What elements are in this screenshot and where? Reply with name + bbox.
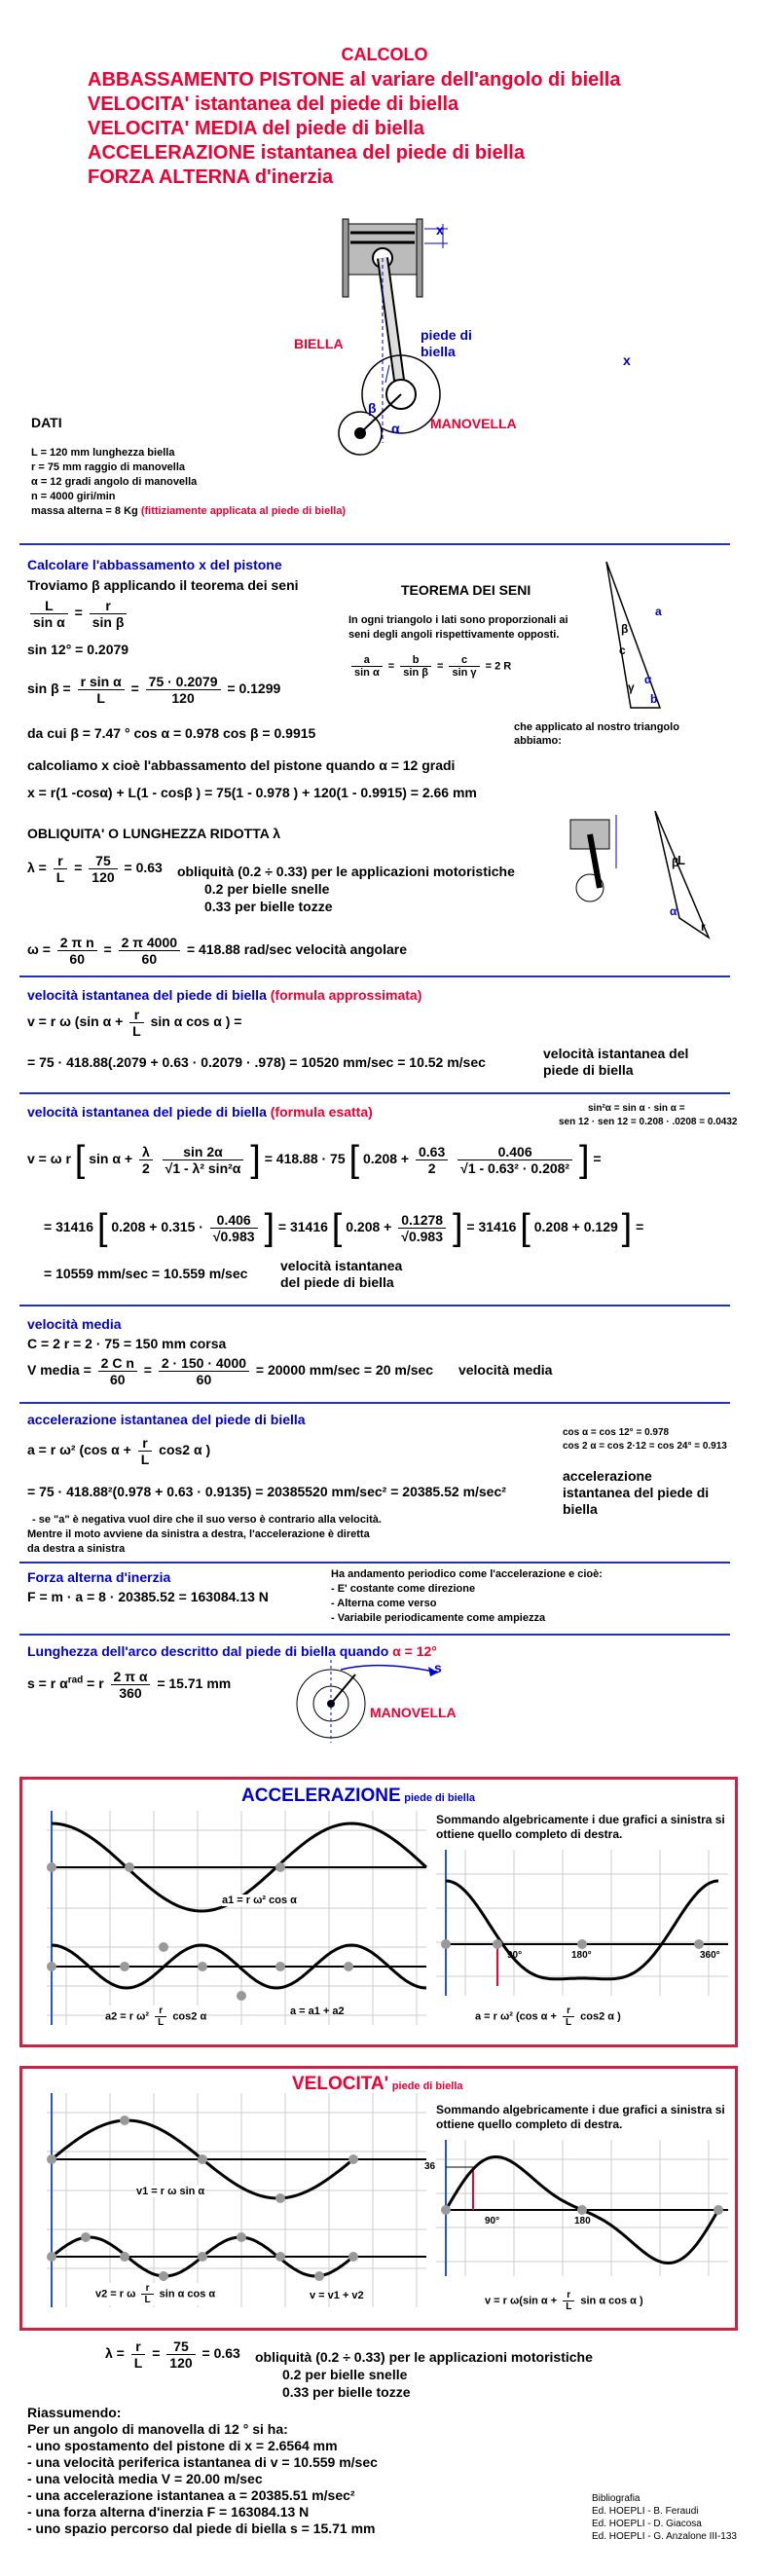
velocity-sum-label: v = v1 + v2 [310,2290,364,2301]
accel-graph-a1 [47,1811,426,2025]
vexact-formula1: v = ω r [ sin α + $\frac{\lambda}{2}$ $\frac{\sin 2\alpha}{\text{√1 - λ² sin²α}}$ ] = 418.88 · 75 [ 0.208 + $\frac{0.63}{2}$ $\frac{0.406}{\text{√1 - 0.63² · 0.208²}}$ ] = [27,1139,602,1180]
alpha-label: α [391,421,400,436]
vmedia-title: velocità media [27,1316,122,1332]
summary-intro: Per un angolo di manovella di 12 ° si ha: [27,2421,288,2437]
vapprox-label: velocità istantanea del piede di biella [543,1046,689,1078]
svg-text:b: b [650,692,658,706]
summary [27,2405,378,2537]
page-title: CALCOLO [341,45,428,64]
acc-result: = 75 · 418.88²(0.978 + 0.63 · 0.9135) = 20385520 mm/sec² = 20385.52 m/sec² [27,1484,506,1499]
divider [19,1634,730,1636]
x-label-right: x [623,352,631,368]
velocity-180-label: 180 [574,2216,591,2226]
svg-text:a: a [655,605,662,618]
divider [19,1305,730,1306]
s1-x-eq: x = r(1 -cosα) + L(1 - cosβ ) = 75(1 - 0.978 ) + 120(1 - 0.9915) = 2.66 mm [27,785,477,800]
velocity-v1-label: v1 = r ω sin α [136,2186,205,2197]
bibliography: Bibliografia Ed. HOEPLI - B. Feraudi Ed. HOEPLI - D. Giacosa Ed. HOEPLI - G. Anzalone III-133 [592,2493,737,2542]
acc-label: accelerazione istantanea del piede di biella [563,1468,710,1517]
s1-dacui: da cui β = 7.47 ° cos α = 0.978 cos β = 0.9915 [27,725,316,741]
velocity-full-label: v = r ω(sin α + $\frac{r}{L}$ sin α cos α ) [485,2290,643,2312]
vexact-result: = 10559 mm/sec = 10.559 m/sec [44,1266,248,1281]
header-lines [88,68,620,190]
header-line: ACCELERAZIONE istantanea del piede di biella [88,142,525,164]
velocity-graph-v1 [47,2093,426,2307]
obliq-title: OBLIQUITA' O LUNGHEZZA RIDOTTA λ [27,826,280,841]
velocity-graph-full [436,2140,728,2276]
vmedia-eq: V media = $\frac{\text{2 C n}}{60}$ = $\frac{2 \cdot 150 \cdot 4000}{60}$ = 20000 mm/sec = 20 m/sec velocità media [27,1355,553,1387]
summary-item: - uno spostamento del pistone di x = 2.6564 mm [27,2438,338,2453]
acc-title: accelerazione istantanea del piede di biella [27,1412,306,1427]
header-line: VELOCITA' MEDIA del piede di biella [88,118,424,139]
vapprox-formula: v = r ω (sin α + $\frac{r}{L}$ sin α cos α ) = [27,1007,242,1039]
vexact-formula2: = 31416 [ 0.208 + 0.315 · $\frac{0.406}{√0.983}$ ] = 31416 [ 0.208 + $\frac{0.1278}{√0.983}$ ] = 31416 [ 0.208 + 0.129 ] = [44,1207,644,1248]
vapprox-result: = 75 · 418.88(.2079 + 0.63 · 0.2079 · .978) = 10520 mm/sec = 10.52 m/sec [27,1054,486,1070]
s1-sinb: sin β = $\frac{\text{r sin α}}{L}$ = $\frac{75 \cdot 0.2079}{120}$ = 0.1299 [27,674,281,706]
dati-line: n = 4000 giri/min [31,491,116,502]
beta-label: β [368,400,377,416]
accel-90-label: 90° [507,1950,523,1961]
summary-item: - una velocità periferica istantanea di v = 10.559 m/sec [27,2454,378,2470]
arco-eq: s = r $\alpha^{rad} = r$ $\frac{\text{2 π α}}{360}$ = 15.71 mm [27,1669,232,1701]
s1-sin12: sin 12° = 0.2079 [27,642,129,657]
accel-360-label: 360° [700,1950,720,1961]
svg-text:α: α [670,904,677,918]
piede-label: piede di biella [421,327,472,359]
manovella-label: MANOVELLA [430,416,517,431]
dati-line: L = 120 mm lunghezza biella [31,447,175,459]
velocity-v2-label: v2 = r ω $\frac{r}{L}$ sin α cos α [95,2283,216,2305]
accel-panel-desc: Sommando algebricamente i due grafici a sinistra si ottiene quello completo di destra. [436,1813,725,1841]
dati-massa-note: (fittiziamente applicata al piede di biella) [140,505,347,517]
arco-title: Lunghezza dell'arco descritto dal piede di biella quando α = 12° [27,1643,437,1659]
final-lambda: λ = $\frac{r}{L}$ = $\frac{75}{120}$ = 0.63 [105,2338,240,2371]
vmedia-corsa: C = 2 r = 2 · 75 = 150 mm corsa [27,1336,227,1351]
final-notes: obliquità (0.2 ÷ 0.33) per le applicazioni motoristiche 0.2 per bielle snelle 0.33 per bielle tozze [255,2349,593,2400]
velocity-90-label: 90° [485,2216,500,2226]
divider [19,1562,730,1564]
x-label: x [436,222,444,238]
accel-full-label: a = r ω² (cos α + $\frac{r}{L}$ cos2 α ) [475,2006,621,2028]
accel-sum-label: a = a1 + a2 [290,2006,345,2017]
arc-s-label: s [434,1660,442,1675]
acc-notes: - se "a" è negativa vuol dire che il suo verso è contrario alla velocità. Mentre il moto avviene da sinistra a destra, l'accelerazione è diretta da destra a sinistra [27,1514,382,1555]
summary-item: - uno spazio percorso dal piede di biella s = 15.71 mm [27,2521,376,2536]
accel-a2-label: a2 = r ω² $\frac{r}{L}$ cos2 α [105,2006,207,2028]
svg-text:β: β [672,856,679,869]
vapprox-title: velocità istantanea del piede di biella (formula approssimata) [27,987,422,1003]
triangle-diagram [602,557,679,713]
header-line: FORZA ALTERNA d'inerzia [88,166,334,188]
accel-180-label: 180° [571,1950,592,1961]
forza-notes: Ha andamento periodico come l'accelerazione e cioè: - E' costante come direzione - Alterna come verso - Variabile periodicamente come ampiezza [331,1568,603,1624]
s1-intro: Troviamo β applicando il teorema dei seni [27,577,299,593]
accel-graph-full [436,1850,728,1996]
velocity-36-label: 36 [424,2161,436,2172]
dati-title: DATI [31,415,62,430]
divider [19,1402,730,1404]
obliq-notes: obliquità (0.2 ÷ 0.33) per le applicazioni motoristiche 0.2 per bielle snelle 0.33 per bielle tozze [177,864,515,914]
header-line: VELOCITA' istantanea del piede di biella [88,93,459,115]
forza-title: Forza alterna d'inerzia [27,1569,171,1585]
biella-label: BIELLA [294,336,344,351]
s1-calc-x: calcoliamo x cioè l'abbassamento del pistone quando α = 12 gradi [27,757,456,773]
svg-text:β: β [621,622,629,636]
summary-title: Riassumendo: [27,2405,122,2420]
s1-applicato: che applicato al nostro triangolo abbiamo: [514,721,679,747]
dati-list [31,446,346,519]
accel-panel-title: ACCELERAZIONE piede di biella [241,1785,475,1806]
vexact-side: sin²α = sin α · sin α = sen 12 · sen 12 = 0.208 · .0208 = 0.0432 [559,1103,738,1127]
svg-text:L: L [677,853,685,867]
svg-text:c: c [619,644,626,657]
forza-eq: F = m · a = 8 · 20385.52 = 163084.13 N [27,1589,269,1604]
vexact-label: velocità istantanea del piede di biella [280,1258,403,1290]
acc-cos: cos α = cos 12° = 0.978 cos 2 α = cos 2·12 = cos 24° = 0.913 [563,1427,727,1452]
svg-text:r: r [701,920,706,934]
dati-massa: massa alterna = 8 Kg [31,505,138,517]
teorema-text: In ogni triangolo i lati sono proporzionali ai seni degli angoli rispettivamente opposti. [348,614,568,641]
s1-title: Calcolare l'abbassamento x del pistone [27,557,282,572]
summary-item: - una accelerazione istantanea a = 20385.51 m/sec² [27,2487,355,2503]
dati-line: r = 75 mm raggio di manovella [31,461,186,473]
header-line: ABBASSAMENTO PISTONE al variare dell'angolo di biella [88,69,621,91]
teorema-title: TEOREMA DEI SENI [401,582,531,598]
vexact-title: velocità istantanea del piede di biella (formula esatta) [27,1104,373,1120]
obliq-lambda: λ = $\frac{r}{L}$ = $\frac{75}{120}$ = 0.63 [27,853,163,885]
svg-text:α: α [644,673,652,686]
omega-eq: ω = $\frac{\text{2 π n}}{60}$ = $\frac{2 \pi 4000}{60}$ = 418.88 rad/sec velocità angolare [27,935,408,967]
divider [19,543,730,545]
divider [19,1092,730,1094]
acc-formula: a = r ω² (cos α + $\frac{r}{L}$ cos2 α ) [27,1435,211,1467]
summary-item: - una forza alterna d'inerzia F = 163084.13 N [27,2504,310,2520]
velocity-panel-desc: Sommando algebricamente i due grafici a sinistra si ottiene quello completo di destra. [436,2103,725,2131]
summary-item: - una velocità media V = 20.00 m/sec [27,2471,263,2486]
velocity-panel-title: VELOCITA' piede di biella [292,2074,463,2094]
arc-manovella-label: MANOVELLA [370,1705,457,1720]
dati-line: α = 12 gradi angolo di manovella [31,476,198,488]
triangle-lr-diagram [650,806,718,942]
s1-sine-ratio: $\frac{L}{\text{sin α}}$ = $\frac{r}{\text{sin β}}$ [27,598,129,630]
svg-text:γ: γ [628,681,635,694]
accel-a1-label: a1 = r ω² cos α [222,1895,297,1906]
divider [19,975,730,977]
piston-small-diagram [563,810,641,907]
teorema-formula: $\frac{a}{\text{sin α}}$ = $\frac{b}{\text{sin β}}$ = $\frac{c}{\text{sin γ}}$ = 2 R [348,654,511,679]
